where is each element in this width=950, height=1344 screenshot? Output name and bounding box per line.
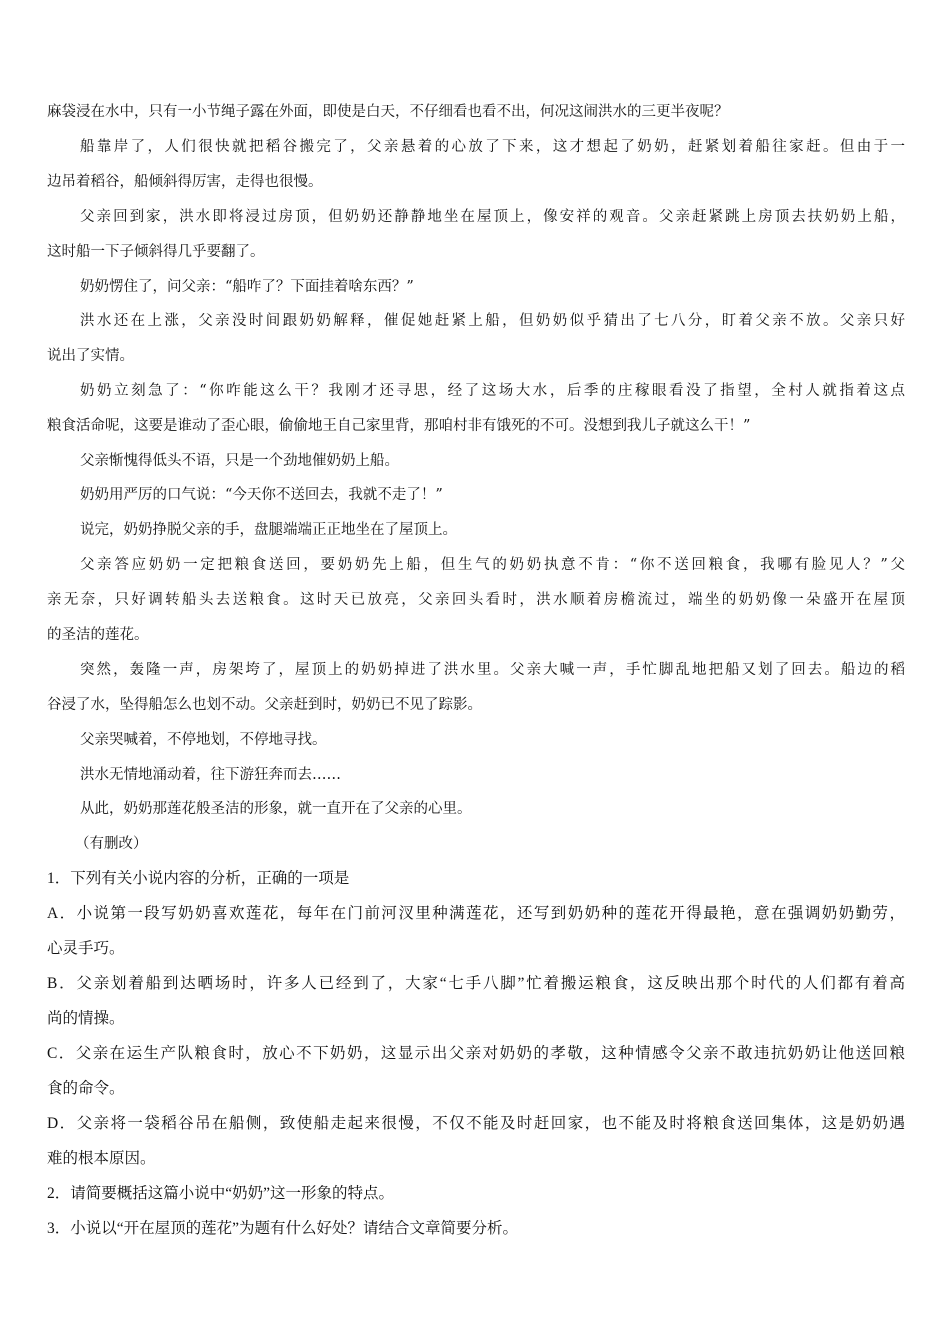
story-line: 这时船一下子倾斜得几乎要翻了。 [47,244,265,260]
story-line: 洪水无情地涌动着，往下游狂奔而去…… [80,767,341,783]
option-a-cont: 心灵手巧。 [47,940,125,957]
source-note: （有删改） [75,836,148,852]
option-c: C．父亲在运生产队粮食时，放心不下奶奶，这显示出父亲对奶奶的孝敬，这种情感令父亲不敢违抗奶奶让他送回粮 [47,1045,905,1062]
story-line: 奶奶用严厉的口气说：“今天你不送回去，我就不走了！” [80,487,443,503]
story-line: 父亲答应奶奶一定把粮食送回，要奶奶先上船，但生气的奶奶执意不肯：“你不送回粮食，我哪有脸见人？”父 [80,557,905,573]
story-line: 谷浸了水，坠得船怎么也划不动。父亲赶到时，奶奶已不见了踪影。 [47,697,482,713]
question-1: 1．下列有关小说内容的分析，正确的一项是 [47,870,350,887]
question-2: 2．请简要概括这篇小说中“奶奶”这一形象的特点。 [47,1185,395,1202]
story-line: 洪水还在上涨，父亲没时间跟奶奶解释，催促她赶紧上船，但奶奶似乎猜出了七八分，盯着父亲不放。父亲只好 [80,313,905,329]
story-line: 边吊着稻谷，船倾斜得厉害，走得也很慢。 [47,174,323,190]
story-line: 说完，奶奶挣脱父亲的手，盘腿端端正正地坐在了屋顶上。 [80,522,457,538]
story-line: 粮食活命呢，这要是谁动了歪心眼，偷偷地王自己家里背，那咱村非有饿死的不可。没想到我儿子就这么干！” [47,418,751,434]
story-line: 父亲哭喊着，不停地划，不停地寻找。 [80,732,327,748]
story-line: 亲无奈，只好调转船头去送粮食。这时天已放亮，父亲回头看时，洪水顺着房檐流过，端坐的奶奶像一朵盛开在屋顶 [47,592,905,608]
story-line: 奶奶立刻急了：“你咋能这么干？我刚才还寻思，经了这场大水，后季的庄稼眼看没了指望，全村人就指着这点 [80,383,905,399]
story-line: 船靠岸了，人们很快就把稻谷搬完了，父亲悬着的心放了下来，这才想起了奶奶，赶紧划着船往家赶。但由于一 [80,139,905,155]
option-b: B．父亲划着船到达晒场时，许多人已经到了，大家“七手八脚”忙着搬运粮食，这反映出那个时代的人们都有着高 [47,975,905,992]
story-line: 麻袋浸在水中，只有一小节绳子露在外面，即使是白天，不仔细看也看不出，何况这闹洪水的三更半夜呢？ [47,104,729,120]
option-c-cont: 食的命令。 [47,1080,125,1097]
story-line: 说出了实情。 [47,348,134,364]
option-d-cont: 难的根本原因。 [47,1150,156,1167]
option-d: D．父亲将一袋稻谷吊在船侧，致使船走起来很慢，不仅不能及时赶回家，也不能及时将粮食送回集体，这是奶奶遇 [47,1115,905,1132]
option-a: A．小说第一段写奶奶喜欢莲花，每年在门前河汊里种满莲花，还写到奶奶种的莲花开得最艳，意在强调奶奶勤劳， [47,905,905,922]
option-b-cont: 尚的情操。 [47,1010,125,1027]
story-line: 突然，轰隆一声，房架垮了，屋顶上的奶奶掉进了洪水里。父亲大喊一声，手忙脚乱地把船又划了回去。船边的稻 [80,662,905,678]
story-line: 父亲回到家，洪水即将浸过房顶，但奶奶还静静地坐在屋顶上，像安祥的观音。父亲赶紧跳上房顶去扶奶奶上船， [80,209,905,225]
story-line: 的圣洁的莲花。 [47,627,149,643]
story-line: 奶奶愣住了，问父亲：“船咋了？下面挂着啥东西？” [80,279,414,295]
story-line: 父亲惭愧得低头不语，只是一个劲地催奶奶上船。 [80,453,399,469]
question-3: 3．小说以“开在屋顶的莲花”为题有什么好处？请结合文章简要分析。 [47,1220,519,1237]
story-line: 从此，奶奶那莲花般圣洁的形象，就一直开在了父亲的心里。 [80,801,472,817]
